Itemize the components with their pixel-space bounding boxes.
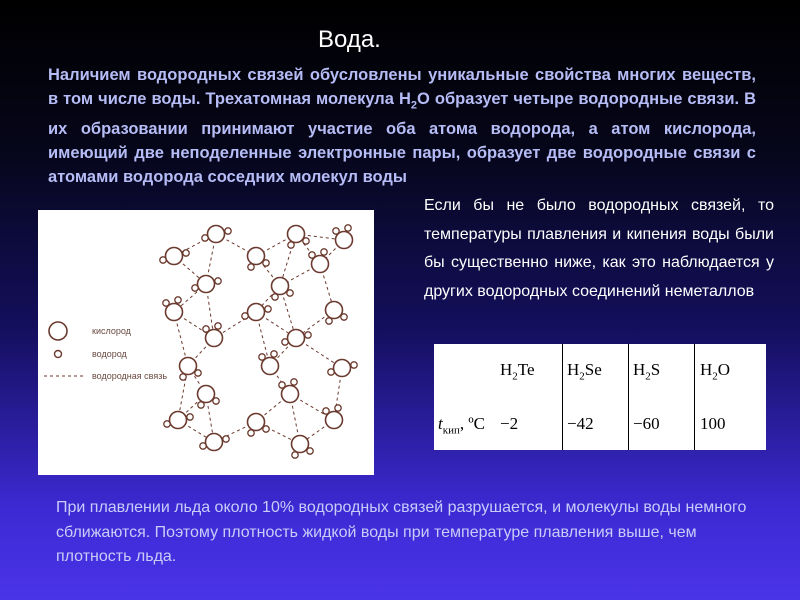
hydrogen-atom [292,452,298,458]
table-value-h2o: 100 [700,414,726,433]
hydrogen-atom [163,300,169,306]
hydrogen-atom [328,369,334,375]
hydrogen-atom [183,250,189,256]
hydrogen-atom [180,374,186,380]
table-divider [562,344,563,450]
hydrogen-atom [335,405,341,411]
legend-oxygen-symbol [49,322,67,340]
table-divider [628,344,629,450]
hydrogen-atom [263,260,269,266]
hydrogen-atom [271,351,277,357]
hydrogen-atom [282,339,288,345]
oxygen-atom [248,414,265,431]
oxygen-atom [334,360,351,377]
hydrogen-atom [309,252,315,258]
ice-density-text: При плавлении льда около 10% водородных связей разрушается, и молекулы воды немного сближаются. Поэтому плотность жидкой воды при температуре плавления выше, чем плотность льда. [56,499,747,565]
hydrogen-atom [160,257,166,263]
oxygen-atom [166,248,183,265]
legend-oxygen-label: кислород [92,326,131,336]
hydrogen-atom [259,354,265,360]
oxygen-atom [288,226,305,243]
legend-hydrogen-symbol [55,351,62,358]
hydrogen-atom [195,370,201,376]
hydrogen-atom [291,379,297,385]
hydrogen-atom [305,332,311,338]
ice-structure-diagram [38,210,374,475]
table-row-label-boiling-temp: $t_{кип}$, ºС [438,414,485,437]
oxygen-atom [248,304,265,321]
hydrogen-atom [187,414,193,420]
hydrogen-atom [213,398,219,404]
slide-title: Вода. [318,26,381,53]
hydrogen-atom [333,228,339,234]
hydrogen-atom [345,225,351,231]
hydrogen-atom [279,382,285,388]
hydrogen-atom [203,326,209,332]
oxygen-atom [180,358,197,375]
oxygen-atom [198,276,215,293]
table-header-h2s: $H_2S$ [633,360,661,383]
oxygen-atom [288,330,305,347]
hydrogen-atom [351,362,357,368]
legend-hbond-label: водородная связь [92,371,168,381]
hydrogen-atom [307,448,313,454]
intro-subscript: 2 [410,99,418,112]
hydrogen-atom [326,318,332,324]
legend-hydrogen-label: водород [92,349,127,359]
hydrogen-atom [164,421,170,427]
oxygen-atom [326,302,343,319]
hydrogen-atom [215,323,221,329]
oxygen-atom [206,434,223,451]
boiling-point-table [434,344,766,450]
hydrogen-atom [248,264,254,270]
oxygen-atom [170,412,187,429]
oxygen-atom [292,436,309,453]
hydrogen-atom [303,238,309,244]
intro-paragraph [48,63,756,189]
hydrogen-atom [341,314,347,320]
table-header-h2te: $H_2Te$ [500,360,535,383]
hydrogen-atom [242,313,248,319]
table-header-h2o: $H_2O$ [700,360,731,383]
hydrogen-atom [225,228,231,234]
hydrogen-atom [192,285,198,291]
hydrogen-atom [223,436,229,442]
hydrogen-atom [321,249,327,255]
hydrogen-atom [202,235,208,241]
hydrogen-atom [215,278,221,284]
intro-text-part1: Наличием водородных связей обусловлены уникальные свойства многих веществ, в том числе воды. Трехатомная молекула H [48,66,756,108]
hydrogen-atom [263,426,269,432]
hydrogen-atom [248,430,254,436]
hydrogen-atom [272,294,278,300]
table-header-h2se: $H_2Se$ [567,360,602,383]
hydrogen-atom [288,242,294,248]
hydrogen-atom [175,297,181,303]
hydrogen-atom [198,402,204,408]
hydrogen-atom [200,443,206,449]
intro-text-part2: O образует четыре водородные связи. В их образовании принимают участие оба атома водорода, а атом кислорода, имеющий две неподеленные электронные пары, образует две водородные связи с атомами водорода соседних молекул воды [48,90,756,187]
ice-structure-svg [38,210,374,475]
hydrogen-atom [323,408,329,414]
oxygen-atom [208,226,225,243]
oxygen-atom [198,386,215,403]
table-value-h2s: −60 [633,414,660,433]
oxygen-atom [248,248,265,265]
table-value-h2te: −2 [500,414,519,433]
table-value-h2se: −42 [567,414,594,433]
hydrogen-atom [287,290,293,296]
hydrogen-atom [265,306,271,312]
table-divider [694,344,695,450]
oxygen-atom [272,278,289,295]
hydrogen-bond-effect-text: Если бы не было водородных связей, то температуры плавления и кипения воды были бы существенно ниже, как это наблюдается у других водородных соединений неметаллов [424,197,774,300]
